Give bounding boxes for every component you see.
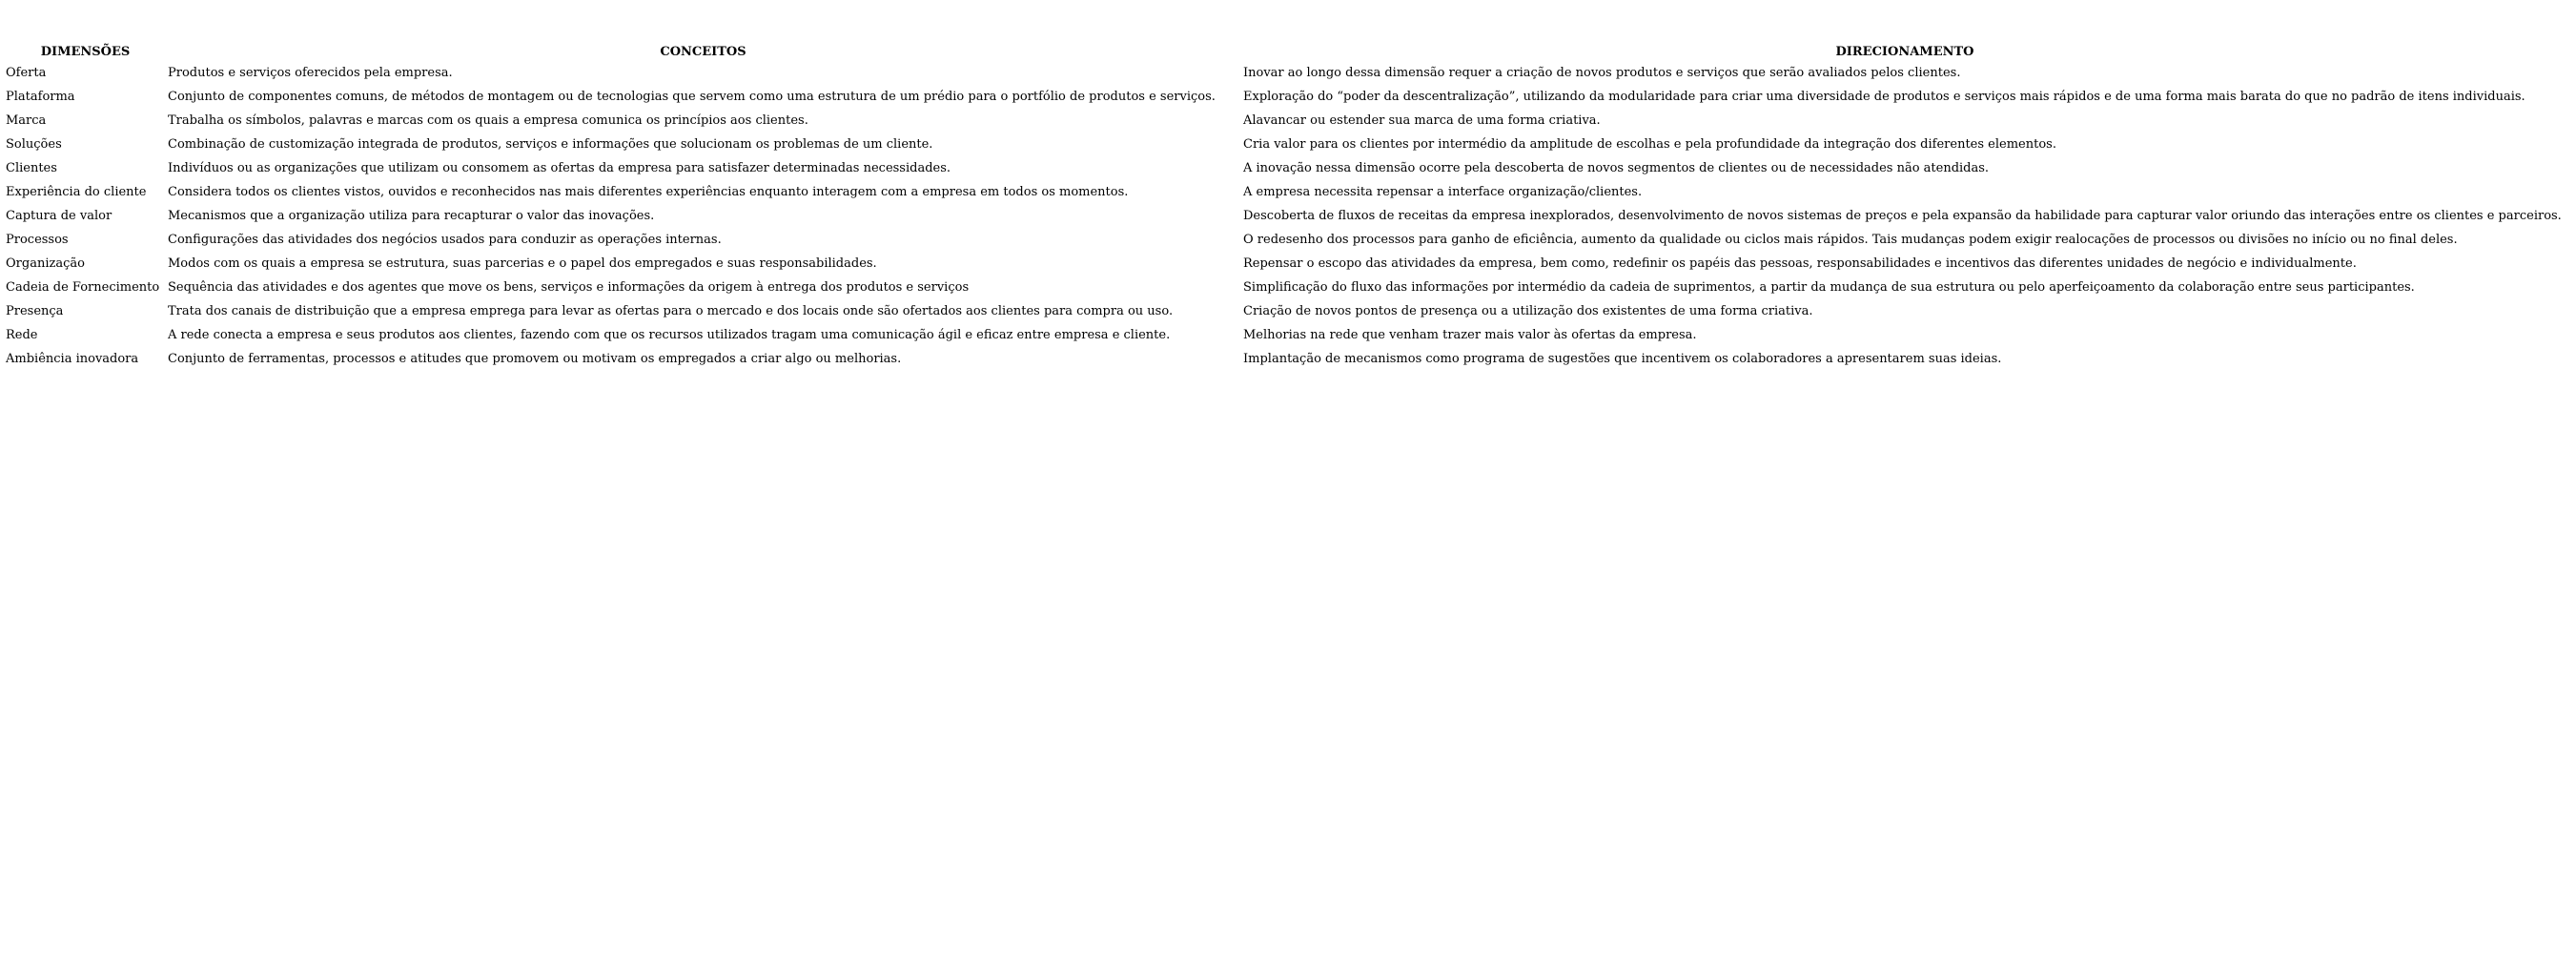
cell-direcionamento[interactable]: Melhorias na rede que venham trazer mais valor às ofertas da empresa. xyxy=(1243,328,1697,342)
table-row xyxy=(5,180,2569,204)
cell-dimensao[interactable]: Ambiência inovadora xyxy=(6,352,139,366)
cell-conceito[interactable]: Configurações das atividades dos negócios usados para conduzir as operações internas. xyxy=(168,233,722,247)
table-row xyxy=(5,204,2569,228)
cell-direcionamento[interactable]: Cria valor para os clientes por intermédio da amplitude de escolhas e pela profundidade da integração dos diferentes elementos. xyxy=(1243,137,2056,152)
header-dimensoes[interactable]: DIMENSÕES xyxy=(40,45,131,59)
cell-dimensao[interactable]: Processos xyxy=(6,233,69,247)
cell-conceito[interactable]: Sequência das atividades e dos agentes que move os bens, serviços e informações da origem à entrega dos produtos e serviços xyxy=(168,280,970,295)
cell-dimensao[interactable]: Marca xyxy=(6,113,47,128)
cell-dimensao[interactable]: Clientes xyxy=(6,161,57,175)
cell-direcionamento[interactable]: O redesenho dos processos para ganho de eficiência, aumento da qualidade ou ciclos mais rápidos. Tais mudanças podem exigir realocações de processos ou divisões no início ou no final deles. xyxy=(1243,233,2458,247)
table-row xyxy=(5,109,2569,133)
cell-direcionamento[interactable]: Criação de novos pontos de presença ou a utilização dos existentes de uma forma criativa. xyxy=(1243,304,1813,318)
header-conceitos[interactable]: CONCEITOS xyxy=(660,45,746,59)
cell-direcionamento[interactable]: Inovar ao longo dessa dimensão requer a criação de novos produtos e serviços que serão avaliados pelos clientes. xyxy=(1243,66,1961,80)
cell-conceito[interactable]: A rede conecta a empresa e seus produtos aos clientes, fazendo com que os recursos utilizados tragam uma comunicação ágil e eficaz entre empresa e cliente. xyxy=(168,328,1171,342)
header-direcionamento[interactable]: DIRECIONAMENTO xyxy=(1835,45,1974,59)
cell-conceito[interactable]: Conjunto de ferramentas, processos e atitudes que promovem ou motivam os empregados a criar algo ou melhorias. xyxy=(168,352,902,366)
cell-dimensao[interactable]: Oferta xyxy=(6,66,47,80)
cell-direcionamento[interactable]: Implantação de mecanismos como programa de sugestões que incentivem os colaboradores a apresentarem suas ideias. xyxy=(1243,352,2002,366)
header-row xyxy=(5,44,2569,61)
cell-dimensao[interactable]: Soluções xyxy=(6,137,62,152)
cell-conceito[interactable]: Trata dos canais de distribuição que a empresa emprega para levar as ofertas para o mercado e dos locais onde são ofertados aos clientes para compra ou uso. xyxy=(168,304,1174,318)
cell-dimensao[interactable]: Organização xyxy=(6,256,85,271)
cell-conceito[interactable]: Trabalha os símbolos, palavras e marcas com os quais a empresa comunica os princípios aos clientes. xyxy=(168,113,808,128)
cell-conceito[interactable]: Modos com os quais a empresa se estrutura, suas parcerias e o papel dos empregados e suas responsabilidades. xyxy=(168,256,877,271)
spreadsheet-sheet xyxy=(5,44,2569,371)
table-row xyxy=(5,323,2569,347)
cell-dimensao[interactable]: Rede xyxy=(6,328,38,342)
cell-direcionamento[interactable]: A inovação nessa dimensão ocorre pela descoberta de novos segmentos de clientes ou de necessidades não atendidas. xyxy=(1243,161,1990,175)
cell-conceito[interactable]: Conjunto de componentes comuns, de métodos de montagem ou de tecnologias que servem como uma estrutura de um prédio para o portfólio de produtos e serviços. xyxy=(168,90,1216,104)
cell-conceito[interactable]: Combinação de customização integrada de produtos, serviços e informações que solucionam os problemas de um cliente. xyxy=(168,137,933,152)
cell-conceito[interactable]: Mecanismos que a organização utiliza para recapturar o valor das inovações. xyxy=(168,209,655,223)
table-row xyxy=(5,133,2569,156)
table-row xyxy=(5,156,2569,180)
table-row xyxy=(5,228,2569,252)
cell-direcionamento[interactable]: Exploração do “poder da descentralização”, utilizando da modularidade para criar uma diversidade de produtos e serviços mais rápidos e de uma forma mais barata do que no padrão de itens individuais. xyxy=(1243,90,2525,104)
cell-conceito[interactable]: Produtos e serviços oferecidos pela empresa. xyxy=(168,66,453,80)
cell-direcionamento[interactable]: Simplificação do fluxo das informações por intermédio da cadeia de suprimentos, a partir da mudança de sua estrutura ou pelo aperfeiçoamento da colaboração entre seus participantes. xyxy=(1243,280,2415,295)
table-row xyxy=(5,85,2569,109)
cell-direcionamento[interactable]: Alavancar ou estender sua marca de uma forma criativa. xyxy=(1243,113,1601,128)
table-row xyxy=(5,276,2569,299)
table-row xyxy=(5,252,2569,276)
cell-direcionamento[interactable]: A empresa necessita repensar a interface organização/clientes. xyxy=(1243,185,1643,199)
table-row xyxy=(5,347,2569,371)
cell-dimensao[interactable]: Cadeia de Fornecimento xyxy=(6,280,160,295)
cell-dimensao[interactable]: Presença xyxy=(6,304,64,318)
cell-conceito[interactable]: Considera todos os clientes vistos, ouvidos e reconhecidos nas mais diferentes experiências enquanto interagem com a empresa em todos os momentos. xyxy=(168,185,1129,199)
dimensions-table xyxy=(5,44,2569,371)
cell-dimensao[interactable]: Captura de valor xyxy=(6,209,112,223)
table-row xyxy=(5,61,2569,85)
cell-direcionamento[interactable]: Repensar o escopo das atividades da empresa, bem como, redefinir os papéis das pessoas, responsabilidades e incentivos das diferentes unidades de negócio e individualmente. xyxy=(1243,256,2357,271)
cell-dimensao[interactable]: Plataforma xyxy=(6,90,75,104)
table-row xyxy=(5,299,2569,323)
cell-direcionamento[interactable]: Descoberta de fluxos de receitas da empresa inexplorados, desenvolvimento de novos sistemas de preços e pela expansão da habilidade para capturar valor oriundo das interações entre os clientes e parceiros. xyxy=(1243,209,2562,223)
cell-conceito[interactable]: Indivíduos ou as organizações que utilizam ou consomem as ofertas da empresa para satisfazer determinadas necessidades. xyxy=(168,161,951,175)
cell-dimensao[interactable]: Experiência do cliente xyxy=(6,185,147,199)
